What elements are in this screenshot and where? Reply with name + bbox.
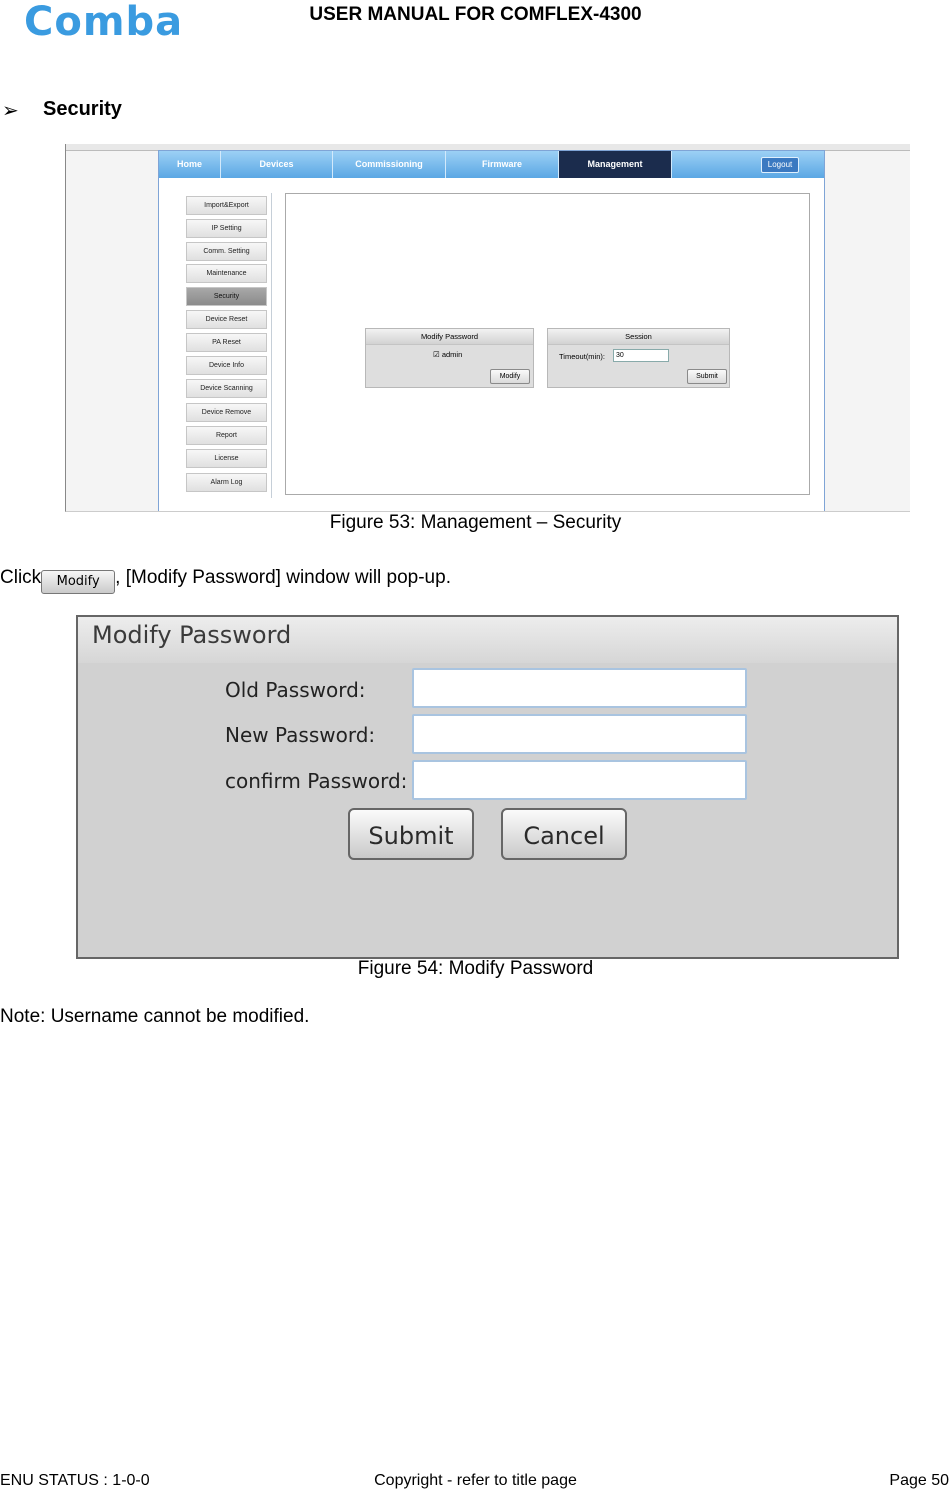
footer-page-number: Page 50 <box>889 1472 949 1489</box>
section-bullet-icon: ➢ <box>2 100 19 122</box>
sidebar-item-report[interactable]: Report <box>186 426 267 445</box>
content-panel <box>285 193 810 495</box>
instruction-line <box>0 567 451 594</box>
nav-tab-management[interactable]: Management <box>559 151 672 178</box>
footer-status: ENU STATUS : 1-0-0 <box>0 1472 150 1489</box>
instruction-after-text: , [Modify Password] window will pop-up. <box>115 567 451 588</box>
sidebar-item-device-reset[interactable]: Device Reset <box>186 310 267 329</box>
document-title: USER MANUAL FOR COMFLEX-4300 <box>309 4 642 25</box>
sidebar-item-security[interactable]: Security <box>186 287 267 306</box>
sidebar-item-maintenance[interactable]: Maintenance <box>186 264 267 283</box>
sidebar-item-device-info[interactable]: Device Info <box>186 356 267 375</box>
web-app-frame <box>158 150 825 512</box>
session-submit-button[interactable]: Submit <box>687 369 727 384</box>
figure-54-caption: Figure 54: Modify Password <box>357 958 594 979</box>
submit-button[interactable]: Submit <box>348 808 474 860</box>
session-box-title: Session <box>548 329 729 345</box>
old-password-label: Old Password: <box>225 678 366 702</box>
note-text: Note: Username cannot be modified. <box>0 1006 310 1027</box>
modify-button[interactable]: Modify <box>490 369 530 384</box>
sidebar-item-ip-setting[interactable]: IP Setting <box>186 219 267 238</box>
instruction-click-text: Click <box>0 567 42 588</box>
old-password-input[interactable] <box>412 668 747 708</box>
sidebar-item-alarm-log[interactable]: Alarm Log <box>186 473 267 492</box>
modify-password-dialog <box>76 615 899 959</box>
figure-management-security <box>65 144 910 512</box>
nav-tab-commissioning[interactable]: Commissioning <box>333 151 446 178</box>
modify-password-box-title: Modify Password <box>366 329 533 345</box>
modify-password-box <box>365 328 534 388</box>
sidebar-item-pa-reset[interactable]: PA Reset <box>186 333 267 352</box>
sidebar-item-import-export[interactable]: Import&Export <box>186 196 267 215</box>
figure-53-caption: Figure 53: Management – Security <box>329 512 622 533</box>
nav-tab-devices[interactable]: Devices <box>221 151 333 178</box>
logout-button[interactable]: Logout <box>761 157 799 173</box>
nav-tab-firmware[interactable]: Firmware <box>446 151 559 178</box>
new-password-label: New Password: <box>225 723 376 747</box>
cancel-button[interactable]: Cancel <box>501 808 627 860</box>
dialog-title: Modify Password <box>92 621 292 649</box>
session-box <box>547 328 730 388</box>
timeout-label: Timeout(min): <box>559 352 605 361</box>
inline-modify-button-image: Modify <box>41 570 115 594</box>
admin-checkbox[interactable]: ☑ admin <box>433 350 463 359</box>
sidebar-item-comm-setting[interactable]: Comm. Setting <box>186 242 267 261</box>
comba-logo: Comba <box>24 0 184 45</box>
top-nav-bar <box>159 151 824 178</box>
admin-checkbox-label: admin <box>441 350 463 359</box>
confirm-password-input[interactable] <box>412 760 747 800</box>
sidebar-item-device-remove[interactable]: Device Remove <box>186 403 267 422</box>
section-title: Security <box>43 98 122 120</box>
sidebar-item-license[interactable]: License <box>186 449 267 468</box>
new-password-input[interactable] <box>412 714 747 754</box>
sidebar-item-device-scanning[interactable]: Device Scanning <box>186 379 267 398</box>
footer-copyright: Copyright - refer to title page <box>374 1472 577 1489</box>
timeout-input[interactable]: 30 <box>613 349 669 362</box>
sidebar-divider <box>271 193 272 498</box>
nav-tab-home[interactable]: Home <box>159 151 221 178</box>
confirm-password-label: confirm Password: <box>225 769 408 793</box>
